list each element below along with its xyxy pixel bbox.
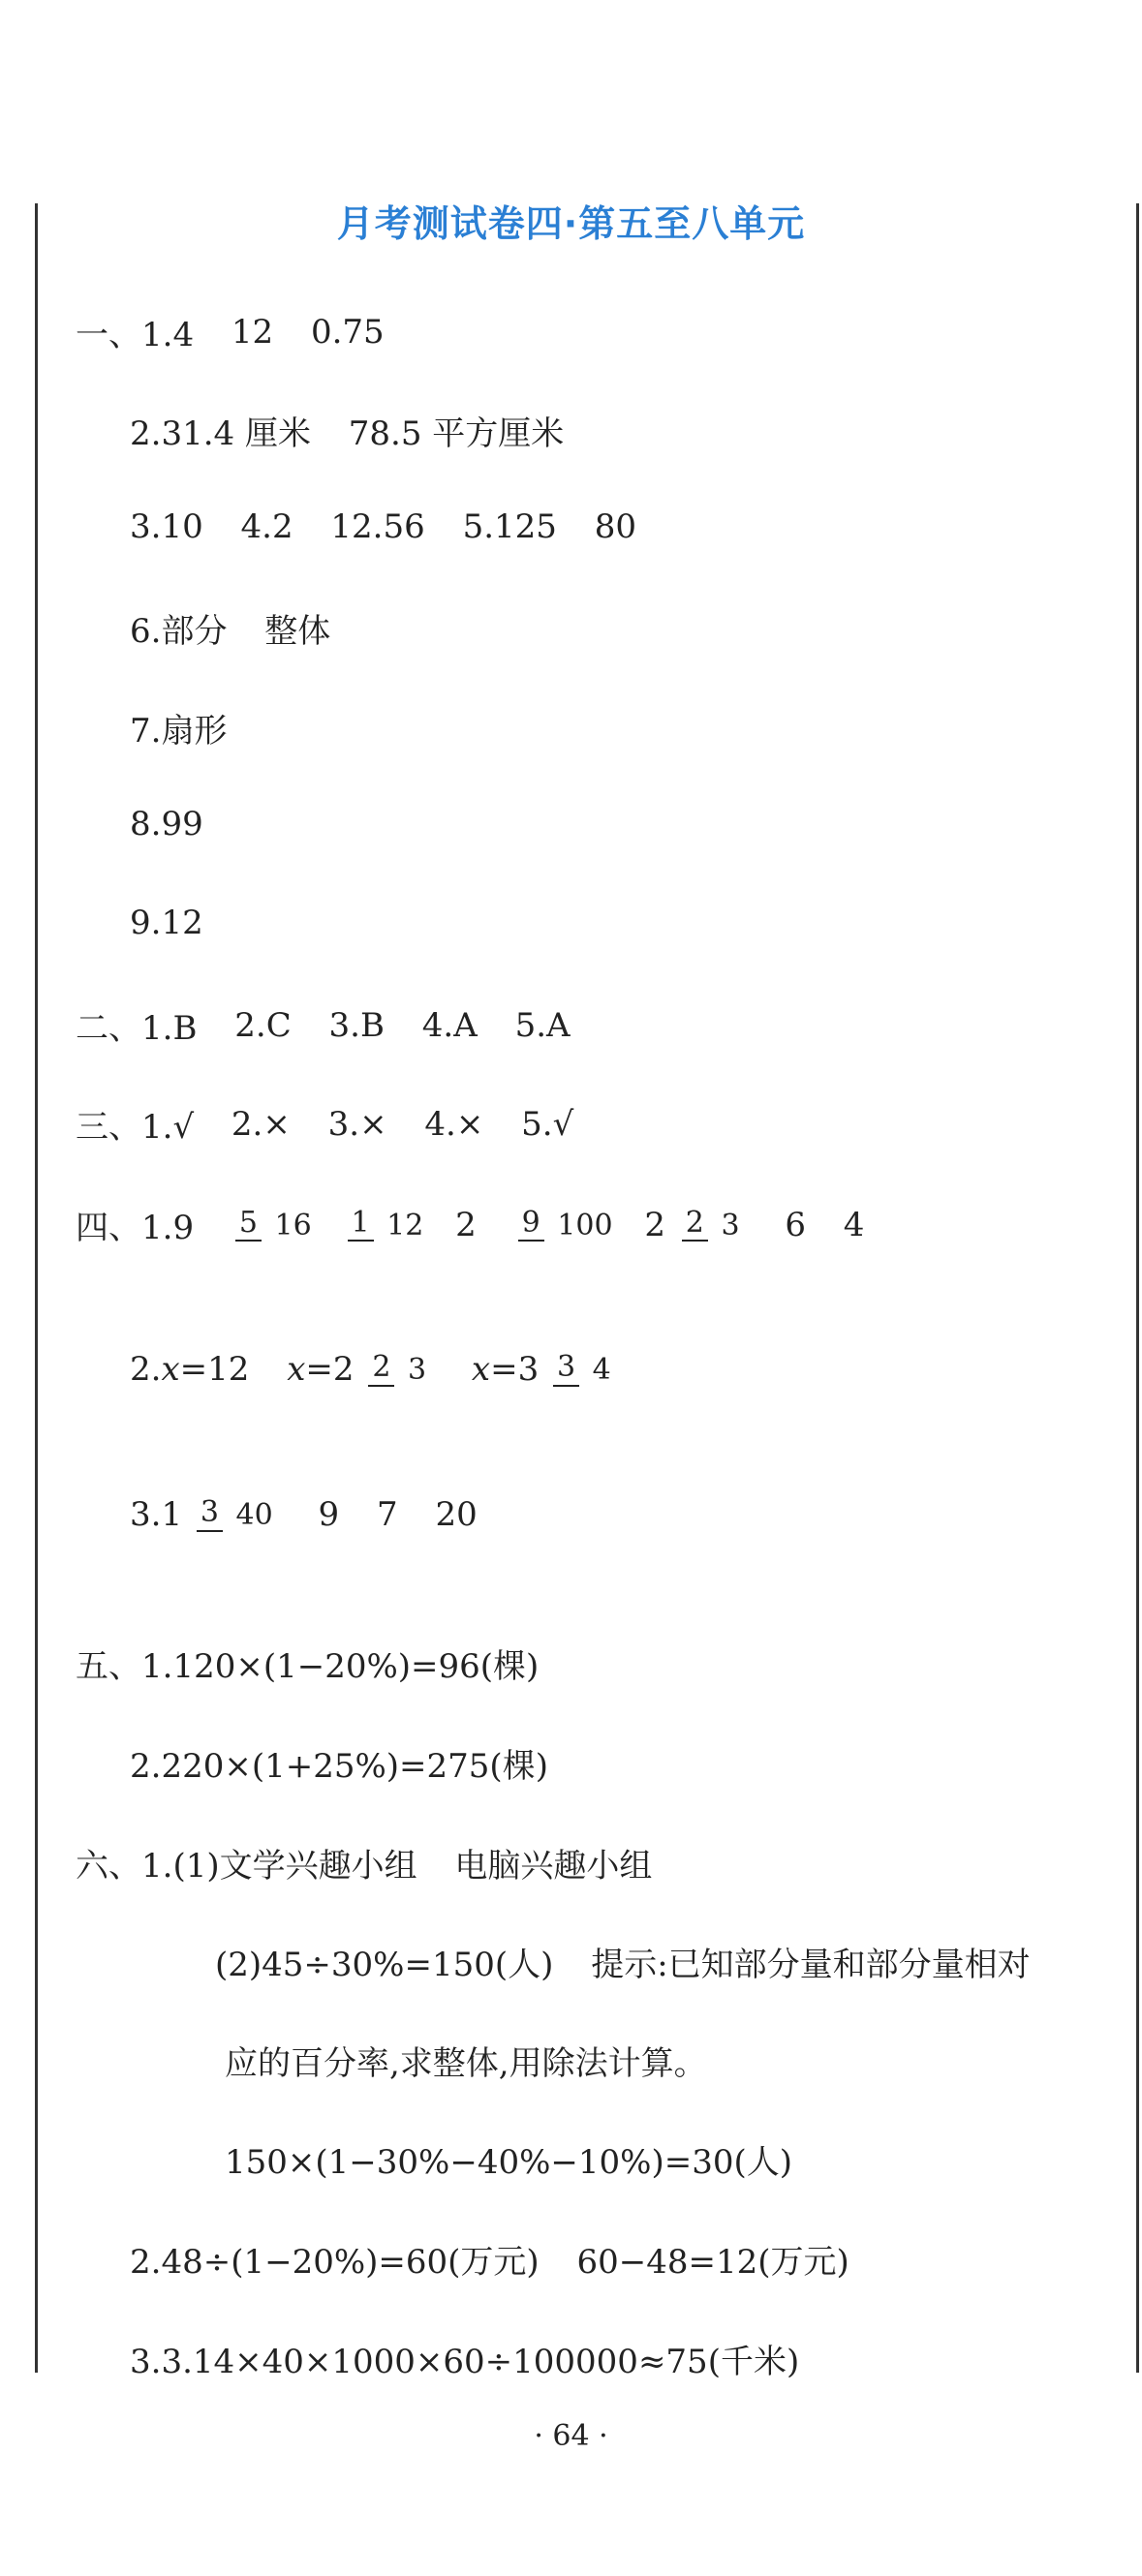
left-margin-rule xyxy=(35,203,38,2373)
answer-line-1-1: 一、1.4 12 0.75 xyxy=(76,312,385,354)
answer-line-1-6: 6.部分 整体 xyxy=(130,612,331,651)
answer-line-6-4: 150×(1−30%−40%−10%)=30(人) xyxy=(225,2143,793,2182)
answer-line-1-8: 8.99 xyxy=(130,805,203,843)
answer-line-5-1: 五、1.120×(1−20%)=96(棵) xyxy=(76,1647,540,1686)
page-number: · 64 · xyxy=(534,2419,608,2453)
answer-line-6-6: 3.3.14×40×1000×60÷100000≈75(千米) xyxy=(130,2343,800,2381)
fraction: 5 16 xyxy=(235,1208,316,1242)
fraction: 3 4 xyxy=(553,1352,615,1387)
fraction: 9 100 xyxy=(518,1208,617,1242)
answer-line-4-2: 2.x=12 x=2 2 3 x=3 3 4 xyxy=(130,1348,619,1389)
answer-line-1-2: 2.31.4 厘米 78.5 平方厘米 xyxy=(130,414,565,453)
fraction: 3 40 xyxy=(197,1497,277,1532)
answer-line-6-2: (2)45÷30%=150(人) 提示:已知部分量和部分量相对 xyxy=(215,1946,1031,1984)
answer-line-1-7: 7.扇形 xyxy=(130,712,228,751)
answer-line-1-9: 9.12 xyxy=(130,904,203,942)
answer-line-6-1: 六、1.(1)文学兴趣小组 电脑兴趣小组 xyxy=(76,1847,653,1886)
answer-line-6-3: 应的百分率,求整体,用除法计算。 xyxy=(225,2044,707,2083)
fraction: 2 3 xyxy=(368,1352,430,1387)
answer-line-1-3: 3.10 4.2 12.56 5.125 80 xyxy=(130,507,636,546)
fraction: 2 3 xyxy=(682,1208,744,1242)
page-title: 月考测试卷四·第五至八单元 xyxy=(336,202,806,245)
answer-line-4-3: 3.1 3 40 9 7 20 xyxy=(130,1495,478,1534)
answer-line-4-1: 四、1.9 5 16 1 12 2 9 100 2 2 3 6 4 xyxy=(76,1205,865,1247)
answer-line-6-5: 2.48÷(1−20%)=60(万元) 60−48=12(万元) xyxy=(130,2243,849,2282)
answer-line-3: 三、1.√ 2.× 3.× 4.× 5.√ xyxy=(76,1104,574,1147)
answer-line-2: 二、1.B 2.C 3.B 4.A 5.A xyxy=(76,1005,571,1048)
right-margin-rule xyxy=(1136,203,1139,2373)
answer-line-5-2: 2.220×(1+25%)=275(棵) xyxy=(130,1747,548,1786)
fraction: 1 12 xyxy=(348,1208,428,1242)
